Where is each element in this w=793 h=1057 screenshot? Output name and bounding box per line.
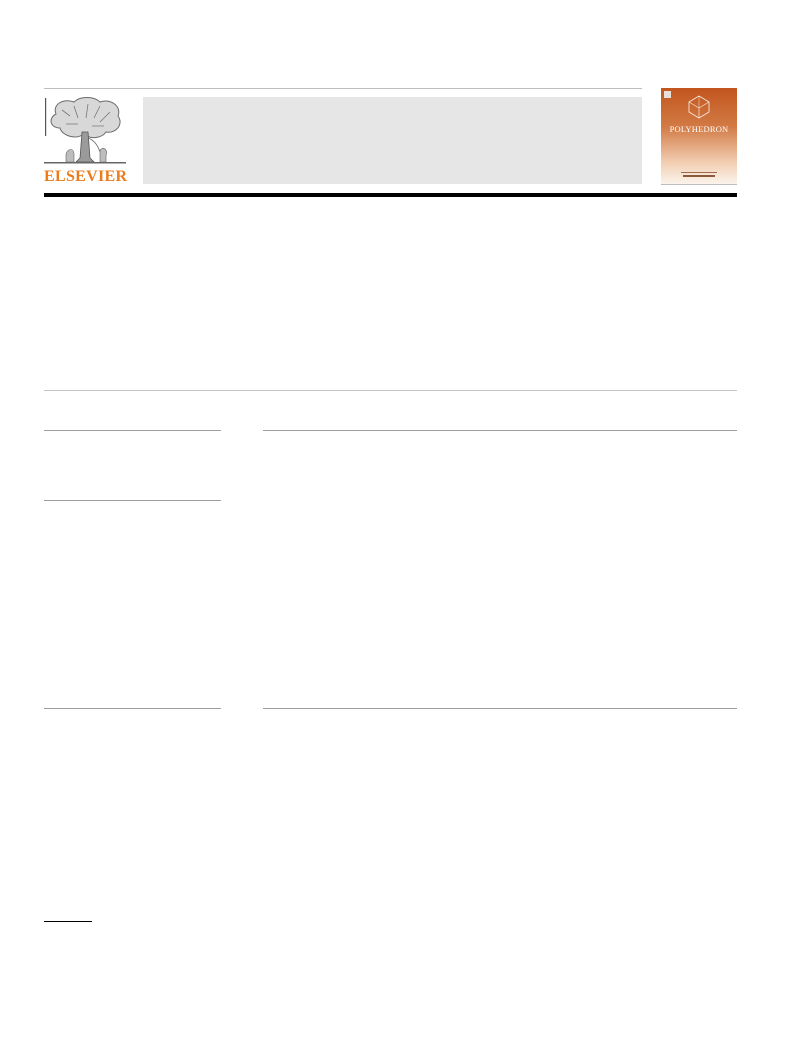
- abstract-bottom-rule: [263, 708, 737, 709]
- cover-footer-mark: [683, 175, 715, 177]
- sidebar-bottom-rule: [44, 708, 221, 709]
- article-info-divider: [44, 390, 737, 391]
- elsevier-mark-icon: [664, 91, 671, 98]
- footnote-rule: [44, 921, 92, 922]
- header-divider: [44, 193, 737, 197]
- journal-cover: [661, 88, 737, 184]
- article-info-sidebar-rule: [44, 430, 221, 431]
- polyhedron-icon: [686, 94, 712, 120]
- publisher-name: ELSEVIER: [44, 168, 128, 185]
- abstract-top-rule: [263, 430, 737, 431]
- journal-cover-title: POLYHEDRON: [669, 124, 729, 134]
- keywords-sidebar-rule: [44, 500, 221, 501]
- cover-bottom-rule: [661, 184, 737, 185]
- cover-divider: [681, 172, 717, 173]
- header-top-rule: [44, 88, 642, 89]
- journal-banner: [143, 97, 642, 184]
